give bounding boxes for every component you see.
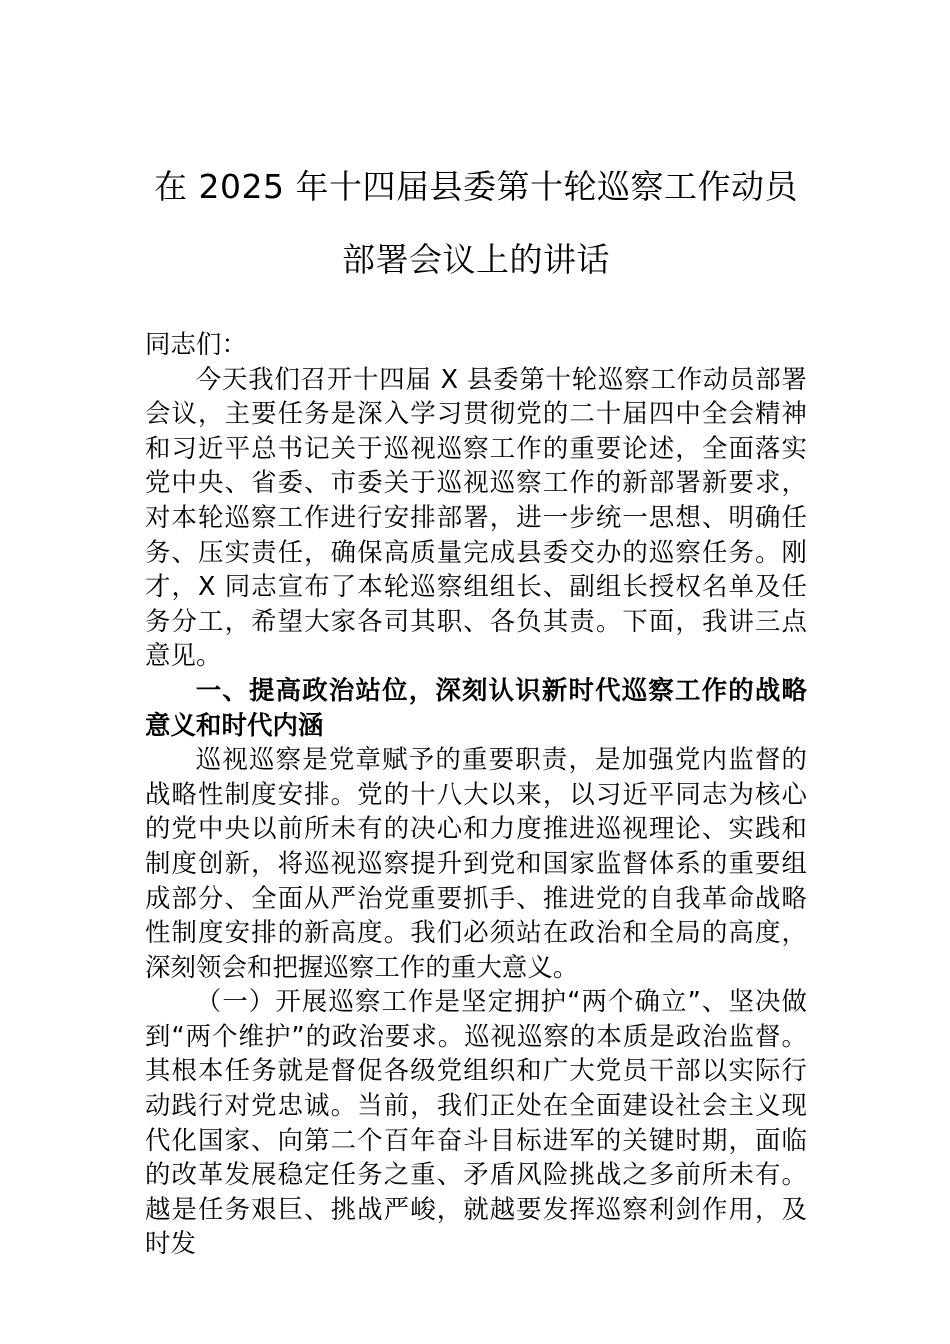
paragraph-subsection-1: （一）开展巡察工作是坚定拥护“两个确立”、坚决做到“两个维护”的政治要求。巡视巡察的本质是政治监督。其根本任务就是督促各级党组织和广大党员干部以实际行动践行对党忠诚。当前，我们正处在全面建设社会主义现代化国家、向第二个百年奋斗目标进军的关键时期，面临的改革发展稳定任务之重、矛盾风险挑战之多前所未有。越是任务艰巨、挑战严峻，就越要发挥巡察利剑作用，及时发 [145,986,807,1259]
document-title-line-2: 部署会议上的讲话 [342,240,610,279]
document-title-line-1: 在 2025 年十四届县委第十轮巡察工作动员 [154,167,798,206]
paragraph-section-1: 巡视巡察是党章赋予的重要职责，是加强党内监督的战略性制度安排。党的十八大以来，以习近平同志为核心的党中央以前所未有的决心和力度推进巡视理论、实践和制度创新，将巡视巡察提升到党和国家监督体系的重要组成部分、全面从严治党重要抓手、推进党的自我革命战略性制度安排的新高度。我们必须站在政治和全局的高度，深刻领会和把握巡察工作的重大意义。 [145,744,807,982]
paragraph-intro: 今天我们召开十四届 X 县委第十轮巡察工作动员部署会议，主要任务是深入学习贯彻党的二十届四中全会精神和习近平总书记关于巡视巡察工作的重要论述，全面落实党中央、省委、市委关于巡视巡察工作的新部署新要求，对本轮巡察工作进行安排部署，进一步统一思想、明确任务、压实责任，确保高质量完成县委交办的巡察任务。刚才，X 同志宣布了本轮巡察组组长、副组长授权名单及任务分工，希望大家各司其职、各负其责。下面，我讲三点意见。 [145,363,807,671]
salutation: 同志们： [145,329,247,359]
section-heading-1: 一、提高政治站位，深刻认识新时代巡察工作的战略意义和时代内涵 [145,674,807,740]
document-body [145,327,807,1261]
